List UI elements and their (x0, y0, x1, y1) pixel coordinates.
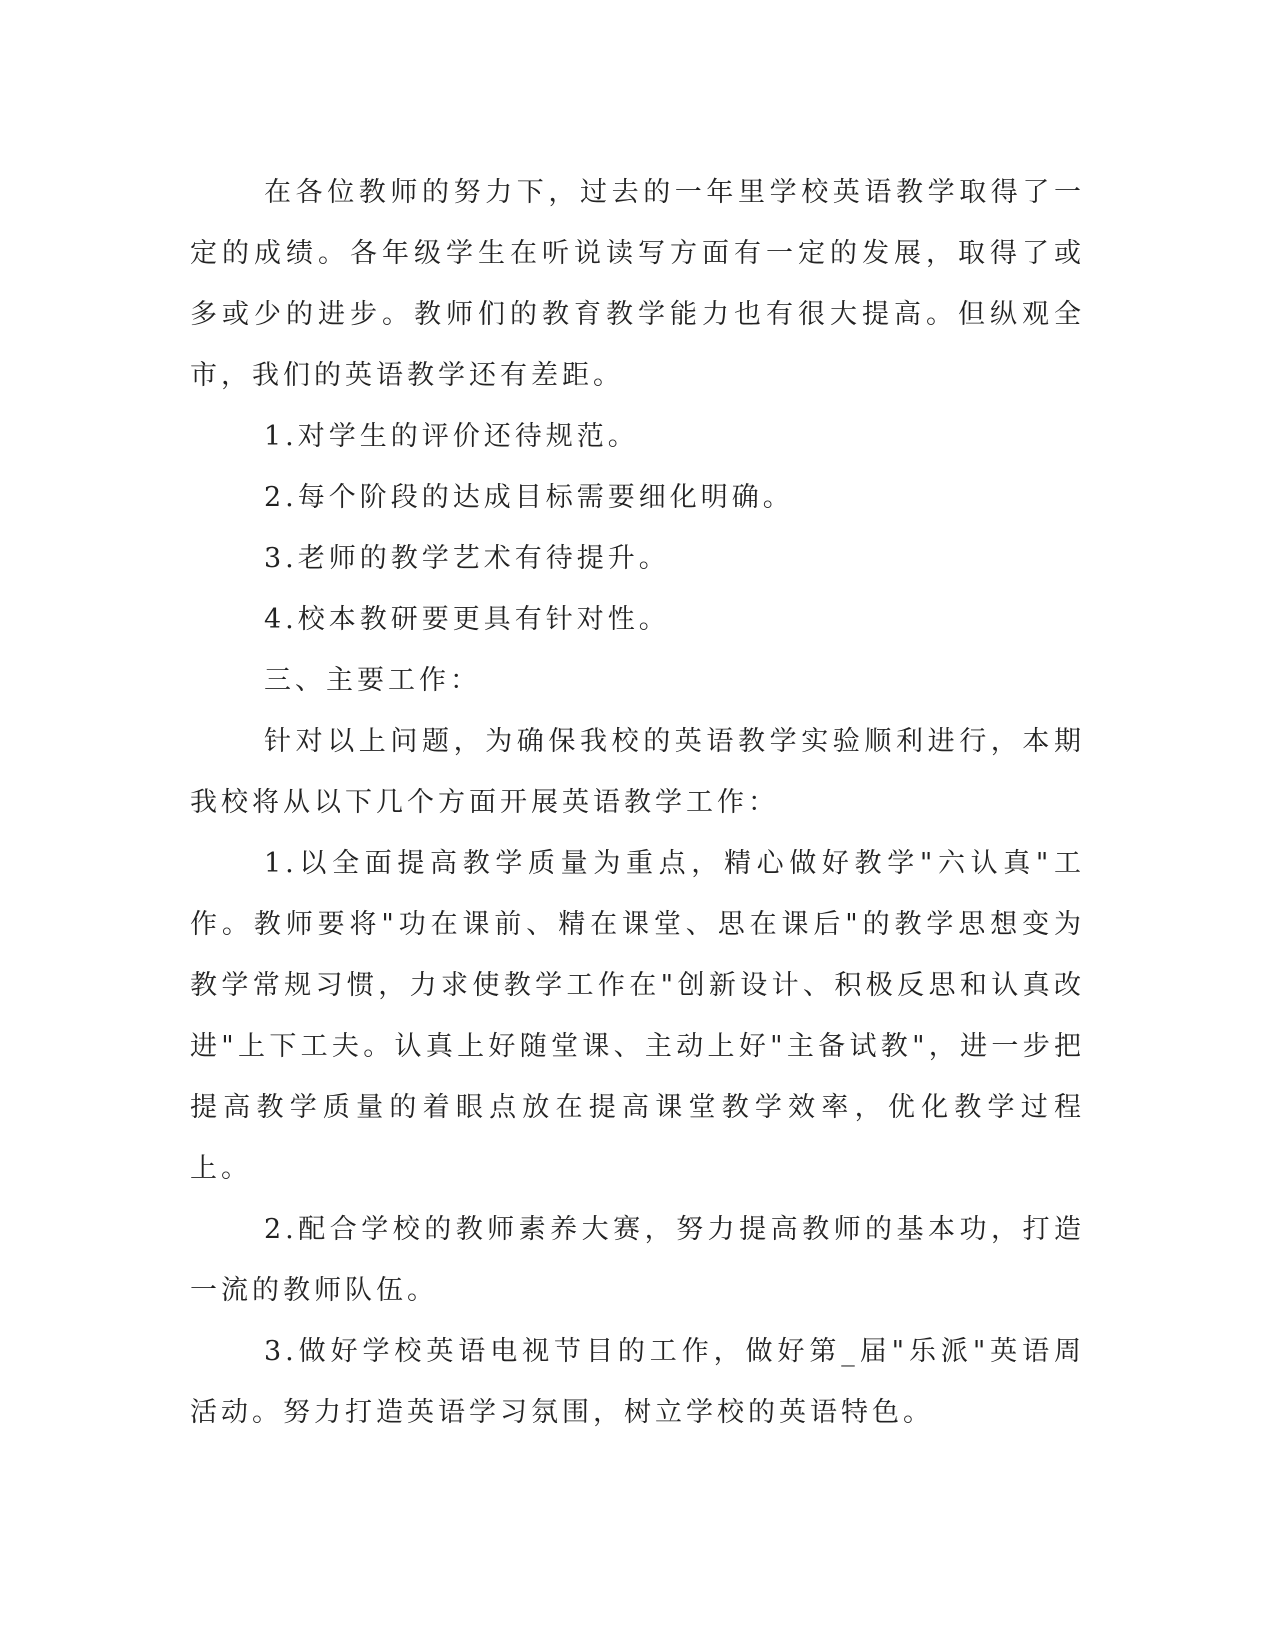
work-item-2: 2.配合学校的教师素养大赛，努力提高教师的基本功，打造一流的教师队伍。 (190, 1214, 1085, 1306)
section-intro-paragraph: 针对以上问题，为确保我校的英语教学实验顺利进行，本期我校将从以下几个方面开展英语教学工作： (190, 726, 1085, 818)
work-item-1: 1.以全面提高教学质量为重点，精心做好教学"六认真"工作。教师要将"功在课前、精在课堂、思在课后"的教学思想变为教学常规习惯，力求使教学工作在"创新设计、积极反思和认真改进"上下工夫。认真上好随堂课、主动上好"主备试教"，进一步把提高教学质量的着眼点放在提高课堂教学效率，优化教学过程上。 (190, 848, 1085, 1184)
document-body (190, 162, 1085, 1443)
work-item-3: 3.做好学校英语电视节目的工作，做好第_届"乐派"英语周活动。努力打造英语学习氛围，树立学校的英语特色。 (190, 1336, 1085, 1428)
section-heading-main-work: 三、主要工作： (264, 665, 481, 696)
issue-item-3: 3.老师的教学艺术有待提升。 (264, 543, 670, 574)
issue-item-1: 1.对学生的评价还待规范。 (264, 421, 639, 452)
issue-item-4: 4.校本教研要更具有针对性。 (264, 604, 670, 635)
intro-paragraph: 在各位教师的努力下，过去的一年里学校英语教学取得了一定的成绩。各年级学生在听说读写方面有一定的发展，取得了或多或少的进步。教师们的教育教学能力也有很大提高。但纵观全市，我们的英语教学还有差距。 (190, 177, 1085, 391)
issue-item-2: 2.每个阶段的达成目标需要细化明确。 (264, 482, 794, 513)
